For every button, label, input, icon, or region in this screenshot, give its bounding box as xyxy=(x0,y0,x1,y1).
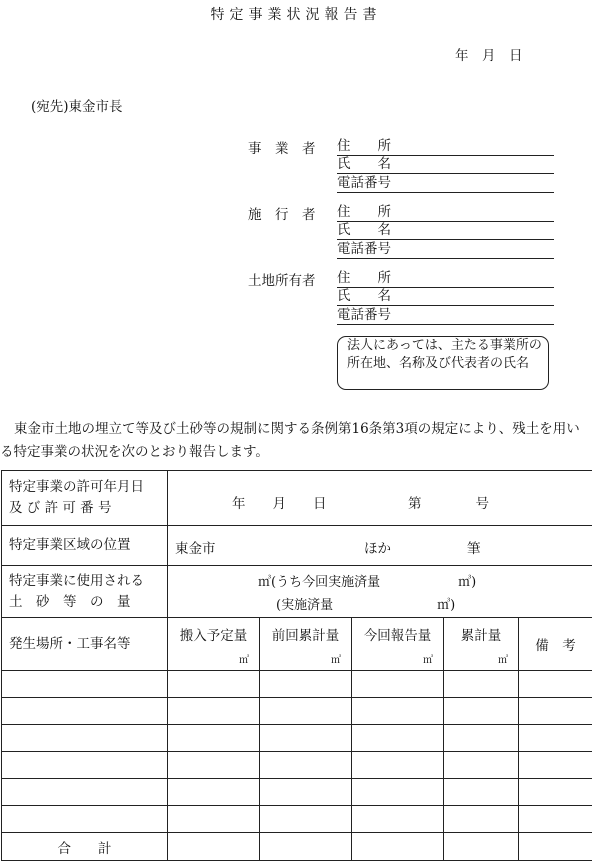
area-label: 特定事業区域の位置 xyxy=(2,526,168,566)
table-row xyxy=(2,725,592,752)
soil-label-line-2: 土 砂 等 の 量 xyxy=(9,593,131,610)
total-cell[interactable] xyxy=(444,806,519,833)
remarks-cell[interactable] xyxy=(519,779,592,806)
total-cell[interactable] xyxy=(444,671,519,698)
planned-cell[interactable] xyxy=(168,806,260,833)
permit-label-line-1: 特定事業の許可年月日 xyxy=(9,479,144,495)
table-row xyxy=(2,806,592,833)
total-cell[interactable] xyxy=(444,779,519,806)
col-remarks-header: 備 考 xyxy=(519,618,592,671)
col-prev-unit: ㎥ xyxy=(331,655,341,666)
source-cell[interactable] xyxy=(2,806,168,833)
soil-label-line-1: 特定事業に使用される xyxy=(9,572,144,589)
area-value-cell[interactable] xyxy=(168,526,592,566)
prev-cell[interactable] xyxy=(260,779,352,806)
document-title: 特定事業状況報告書 xyxy=(210,7,382,23)
total-remarks-cell[interactable] xyxy=(519,833,592,861)
planned-cell[interactable] xyxy=(168,671,260,698)
current-cell[interactable] xyxy=(352,725,444,752)
total-row xyxy=(2,833,592,861)
total-current-cell[interactable] xyxy=(352,833,444,861)
planned-cell[interactable] xyxy=(168,698,260,725)
landowner-address-field[interactable]: 住 所 xyxy=(337,269,554,288)
current-cell[interactable] xyxy=(352,779,444,806)
role-business-operator: 事 業 者 xyxy=(248,141,316,157)
business-address-field[interactable]: 住 所 xyxy=(337,137,554,156)
prev-cell[interactable] xyxy=(260,752,352,779)
total-cell[interactable] xyxy=(444,752,519,779)
permit-number: 第 号 xyxy=(408,496,489,512)
landowner-phone-field[interactable]: 電話番号 xyxy=(337,306,554,325)
col-total-unit: ㎥ xyxy=(498,655,508,666)
current-cell[interactable] xyxy=(352,698,444,725)
prev-cell[interactable] xyxy=(260,806,352,833)
table-row xyxy=(2,752,592,779)
soil-line-1: ㎥(うち今回実施済量 ㎥) xyxy=(258,575,477,590)
col-planned-header xyxy=(168,618,260,671)
table-row xyxy=(2,698,592,725)
contractor-name-field[interactable]: 氏 名 xyxy=(337,221,554,240)
permit-label xyxy=(2,471,168,526)
remarks-cell[interactable] xyxy=(519,806,592,833)
role-landowner: 土地所有者 xyxy=(248,273,316,289)
source-cell[interactable] xyxy=(2,779,168,806)
contractor-address-field[interactable]: 住 所 xyxy=(337,203,554,222)
remarks-cell[interactable] xyxy=(519,671,592,698)
report-table xyxy=(1,470,592,861)
area-row xyxy=(2,526,592,566)
permit-row xyxy=(2,471,592,526)
col-current-label: 今回報告量 xyxy=(363,628,432,644)
total-prev-cell[interactable] xyxy=(260,833,352,861)
addressee: (宛先)東金市長 xyxy=(31,99,123,115)
permit-label-line-2: 及 び 許 可 番 号 xyxy=(9,500,112,516)
area-fude: 筆 xyxy=(467,541,481,557)
current-cell[interactable] xyxy=(352,752,444,779)
current-cell[interactable] xyxy=(352,671,444,698)
planned-cell[interactable] xyxy=(168,725,260,752)
source-cell[interactable] xyxy=(2,752,168,779)
col-prev-header xyxy=(260,618,352,671)
source-cell[interactable] xyxy=(2,671,168,698)
prev-cell[interactable] xyxy=(260,671,352,698)
soil-label xyxy=(2,566,168,618)
soil-row xyxy=(2,566,592,618)
landowner-name-field[interactable]: 氏 名 xyxy=(337,287,554,306)
permit-date: 年 月 日 xyxy=(232,496,327,512)
business-phone-field[interactable]: 電話番号 xyxy=(337,174,554,193)
prev-cell[interactable] xyxy=(260,698,352,725)
area-hoka: ほか xyxy=(364,541,391,557)
source-cell[interactable] xyxy=(2,698,168,725)
planned-cell[interactable] xyxy=(168,779,260,806)
total-cell[interactable] xyxy=(444,725,519,752)
table-row xyxy=(2,779,592,806)
total-total-cell[interactable] xyxy=(444,833,519,861)
soil-line-2: (実施済量 ㎥) xyxy=(276,598,456,613)
col-total-label: 累計量 xyxy=(460,628,502,644)
total-label: 合 計 xyxy=(2,833,168,861)
permit-value-cell[interactable] xyxy=(168,471,592,526)
total-planned-cell[interactable] xyxy=(168,833,260,861)
prev-cell[interactable] xyxy=(260,725,352,752)
col-total-header xyxy=(444,618,519,671)
col-prev-label: 前回累計量 xyxy=(271,628,340,644)
remarks-cell[interactable] xyxy=(519,698,592,725)
remarks-cell[interactable] xyxy=(519,752,592,779)
col-source-header: 発生場所・工事名等 xyxy=(2,618,168,671)
current-cell[interactable] xyxy=(352,806,444,833)
report-statement: 東金市土地の埋立て等及び土砂等の規制に関する条例第16条第3項の規定により、残土を用いる特定事業の状況を次のとおり報告します。 xyxy=(0,421,580,460)
business-name-field[interactable]: 氏 名 xyxy=(337,155,554,174)
role-contractor: 施 行 者 xyxy=(248,207,316,223)
remarks-cell[interactable] xyxy=(519,725,592,752)
planned-cell[interactable] xyxy=(168,752,260,779)
col-planned-label: 搬入予定量 xyxy=(179,628,248,644)
column-header-row xyxy=(2,618,592,671)
col-planned-unit: ㎥ xyxy=(239,655,249,666)
source-cell[interactable] xyxy=(2,725,168,752)
contractor-phone-field[interactable]: 電話番号 xyxy=(337,240,554,259)
col-current-header xyxy=(352,618,444,671)
total-cell[interactable] xyxy=(444,698,519,725)
date-line: 年 月 日 xyxy=(455,48,523,64)
soil-value-cell[interactable] xyxy=(168,566,592,618)
corporate-note: 法人にあっては、主たる事業所の所在地、名称及び代表者の氏名 xyxy=(337,336,549,390)
col-current-unit: ㎥ xyxy=(423,655,433,666)
area-city: 東金市 xyxy=(175,541,216,557)
table-row xyxy=(2,671,592,698)
